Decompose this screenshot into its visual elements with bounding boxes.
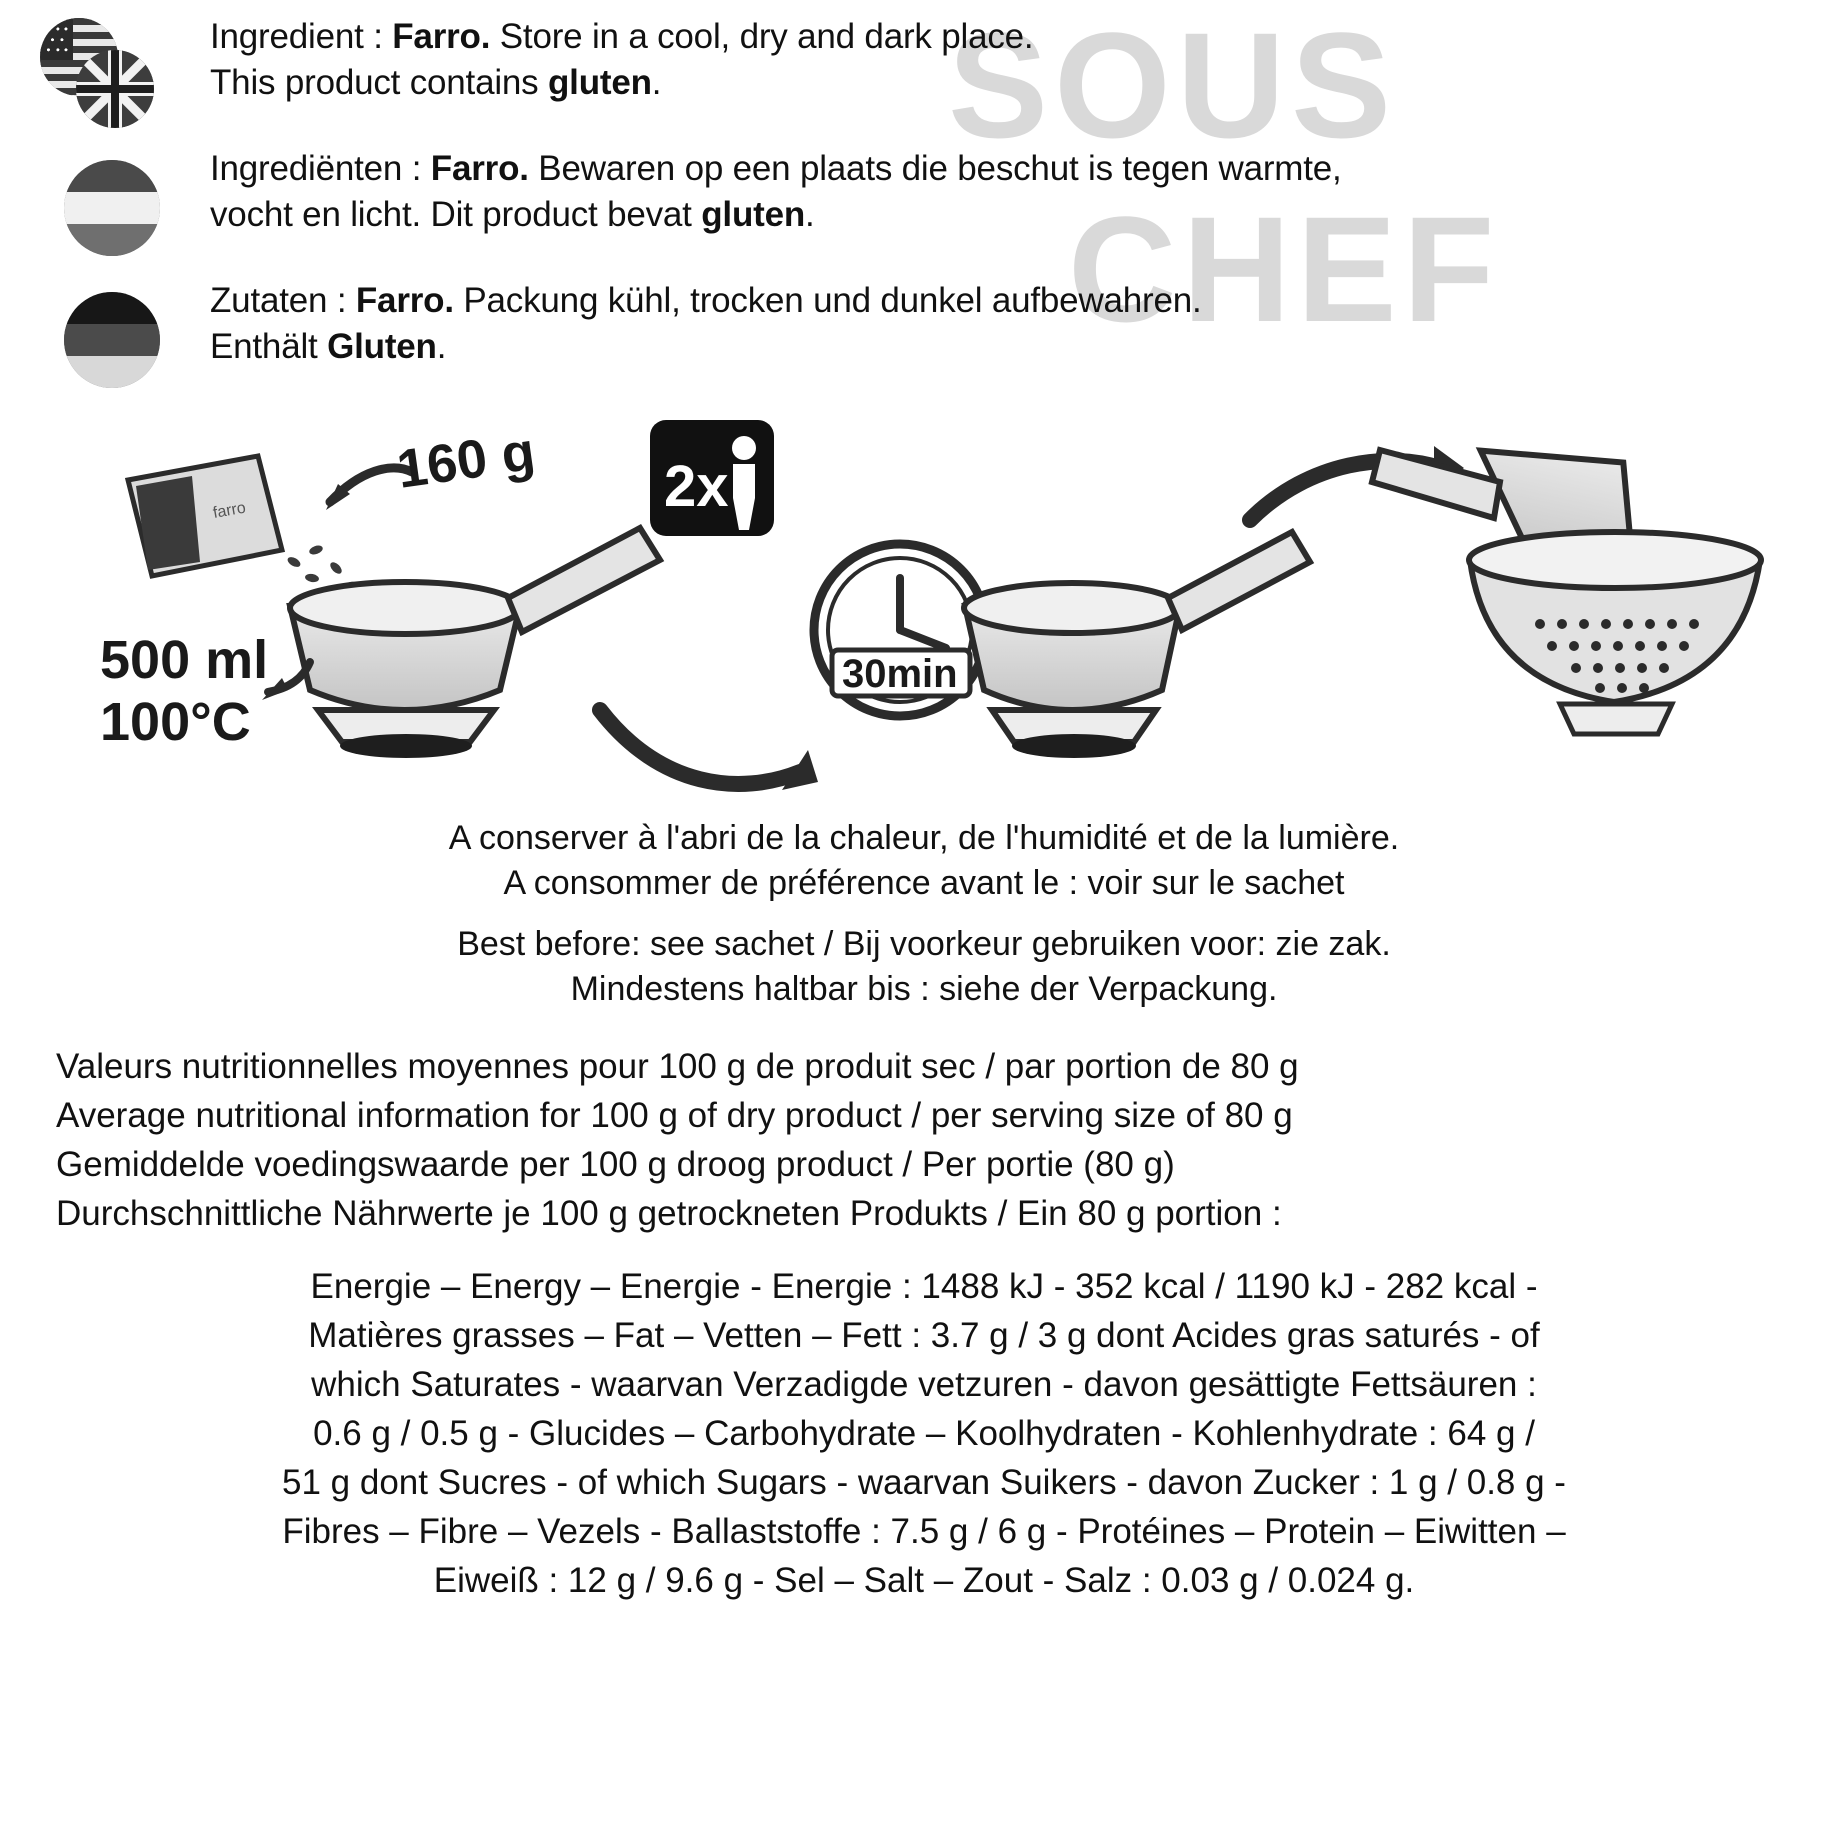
ingredients-text-english [210, 14, 1848, 105]
flag-column-english [0, 14, 210, 128]
svg-text:farro: farro [211, 499, 248, 522]
language-row-english [0, 14, 1848, 128]
quantity-label: 160 g [393, 421, 539, 500]
nutrition-values [56, 1262, 1792, 1605]
nl-line2-bold: gluten [701, 194, 806, 234]
nutrition-heading-fr: Valeurs nutritionnelles moyennes pour 100 g de produit sec / par portion de 80 g [56, 1046, 1299, 1086]
svg-text:2x: 2x [664, 454, 729, 519]
time-label: 30min [842, 652, 958, 696]
nl-line2-prefix: vocht en licht. Dit product bevat [210, 194, 702, 234]
best-before-en-nl: Best before: see sachet / Bij voorkeur gebruiken voor: zie zak. [457, 924, 1391, 963]
de-line2-suffix: . [436, 326, 447, 366]
flag-stack-dutch [30, 150, 180, 260]
nutrition-headings [56, 1042, 1792, 1238]
nl-line2-suffix: . [805, 194, 815, 234]
germany-flag-icon [64, 292, 160, 388]
timer-icon [814, 544, 986, 716]
saucepan-icon-2 [964, 532, 1310, 758]
storage-instructions [0, 816, 1848, 1012]
nutrition-heading-de: Durchschnittliche Nährwerte je 100 g getrockneten Produkts / Ein 80 g portion : [56, 1193, 1282, 1233]
language-row-dutch [0, 146, 1848, 260]
nl-line1-bold: Farro. [430, 149, 529, 188]
water-label: 500 ml [100, 630, 269, 690]
process-arrow-1-icon [600, 710, 818, 790]
flag-stack-german [30, 282, 180, 392]
sachet-icon [128, 456, 282, 576]
water-arrow-icon [262, 662, 310, 700]
watermark-line-2: CHEF [1068, 185, 1501, 353]
flag-column-german [0, 278, 210, 392]
language-row-german [0, 278, 1848, 392]
flag-column-dutch [0, 146, 210, 260]
ingredients-language-block [0, 0, 1848, 392]
en-line2-bold: gluten [548, 62, 652, 102]
ingredients-text-german [210, 278, 1848, 369]
watermark-line-1: SOUS [948, 1, 1398, 169]
cooking-instructions-pictogram [0, 410, 1848, 810]
nutrition-value-line-1: Energie – Energy – Energie - Energie : 1488 kJ - 352 kcal / 1190 kJ - 282 kcal - [310, 1266, 1538, 1306]
de-line1-prefix: Zutaten : [210, 281, 356, 320]
en-line1-suffix: Store in a cool, dry and dark place. [490, 17, 1034, 56]
nutrition-value-line-4: 0.6 g / 0.5 g - Glucides – Carbohydrate – Koolhydraten - Kohlenhydrate : 64 g / [313, 1413, 1535, 1453]
nutrition-value-line-3: which Saturates - waarvan Verzadigde vetzuren - davon gesättigte Fettsäuren : [311, 1364, 1537, 1404]
en-line2-prefix: This product contains [210, 62, 548, 102]
nutrition-heading-en: Average nutritional information for 100 g of dry product / per serving size of 80 g [56, 1095, 1293, 1135]
temperature-label: 100°C [100, 692, 251, 752]
de-line1-bold: Farro. [355, 281, 454, 320]
netherlands-flag-icon [64, 160, 160, 256]
uk-flag-icon [76, 50, 154, 128]
nutrition-value-line-2: Matières grasses – Fat – Vetten – Fett : 3.7 g / 3 g dont Acides gras saturés - of [308, 1315, 1540, 1355]
colander-icon [1469, 532, 1761, 734]
de-line2-prefix: Enthält [210, 326, 328, 366]
nutrition-heading-nl: Gemiddelde voedingswaarde per 100 g droog product / Per portie (80 g) [56, 1144, 1175, 1184]
en-line2-suffix: . [651, 62, 662, 102]
en-line1-prefix: Ingredient : [210, 17, 393, 56]
nutrition-value-line-5: 51 g dont Sucres - of which Sugars - waarvan Suikers - davon Zucker : 1 g / 0.8 g - [282, 1462, 1566, 1502]
de-line1-suffix: Packung kühl, trocken und dunkel aufbewahren. [453, 281, 1202, 320]
nutrition-value-line-6: Fibres – Fibre – Vezels - Ballaststoffe : 7.5 g / 6 g - Protéines – Protein – Eiwitten – [282, 1511, 1566, 1551]
nl-line1-suffix: Bewaren op een plaats die beschut is tegen warmte, [528, 149, 1342, 188]
flag-stack-english [30, 18, 180, 128]
nl-line1-prefix: Ingrediënten : [210, 149, 431, 188]
en-line1-bold: Farro. [392, 17, 491, 56]
ingredients-text-dutch [210, 146, 1848, 237]
de-line2-bold: Gluten [327, 326, 437, 366]
nutrition-value-line-7: Eiweiß : 12 g / 9.6 g - Sel – Salt – Zout - Salz : 0.03 g / 0.024 g. [433, 1560, 1415, 1600]
storage-fr-line-2: A consommer de préférence avant le : voir sur le sachet [503, 863, 1345, 902]
storage-fr-line-1: A conserver à l'abri de la chaleur, de l'humidité et de la lumière. [448, 819, 1400, 857]
best-before-de: Mindestens haltbar bis : siehe der Verpackung. [570, 969, 1278, 1008]
nutrition-information [0, 1042, 1848, 1605]
servings-badge [650, 420, 774, 536]
